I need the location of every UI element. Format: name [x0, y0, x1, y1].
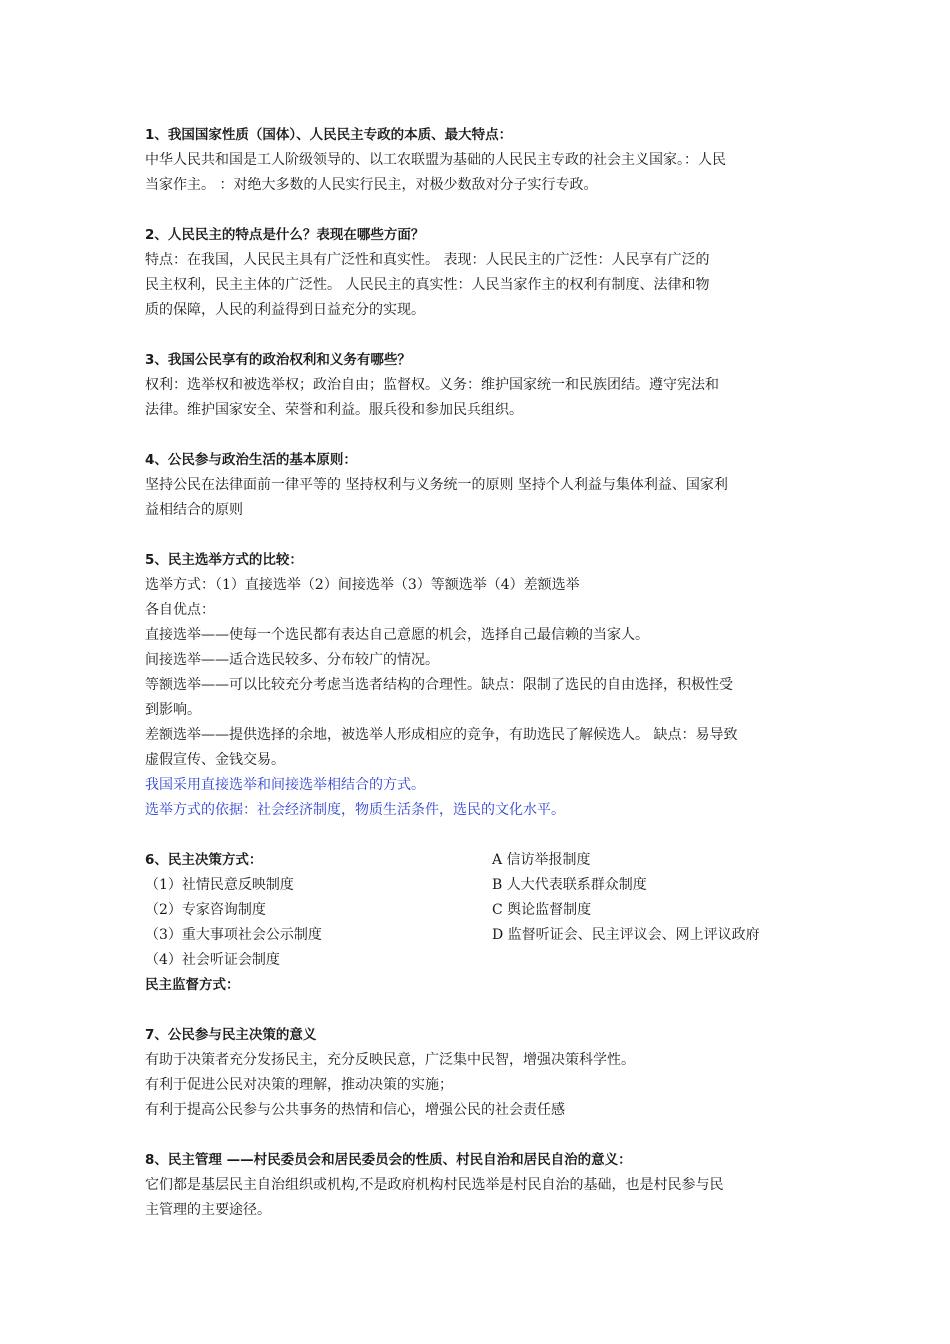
section-1-title: 1、我国国家性质（国体）、人民民主专政的本质、最大特点： — [145, 127, 513, 143]
spacer — [145, 998, 815, 1023]
section-3-title: 3、我国公民享有的政治权利和义务有哪些？ — [145, 352, 411, 368]
section-2-title: 2、人民民主的特点是什么？表现在哪些方面？ — [145, 227, 425, 243]
section-2-line: 质的保障，人民的利益得到日益充分的实现。 — [145, 302, 425, 318]
section-1-line: 当家作主。 ：对绝大多数的人民实行民主，对极少数敌对分子实行专政。 — [145, 177, 598, 193]
section-6-right-item: B 人大代表联系群众制度 — [492, 877, 647, 893]
section-7-line: 有助于决策者充分发扬民主，充分反映民意，广泛集中民智，增强决策科学性。 — [145, 1052, 635, 1068]
supervision-title: 民主监督方式： — [145, 977, 240, 993]
spacer — [145, 1123, 815, 1148]
section-7-line: 有利于促进公民对决策的理解，推动决策的实施； — [145, 1077, 453, 1093]
spacer — [145, 523, 815, 548]
spacer — [145, 323, 815, 348]
section-2-line: 特点：在我国，人民民主具有广泛性和真实性。 表现：人民民主的广泛性：人民享有广泛的 — [145, 252, 710, 268]
section-5-line: 间接选举——适合选民较多、分布较广的情况。 — [145, 652, 439, 668]
section-5-line: 虚假宣传、金钱交易。 — [145, 752, 285, 768]
section-8-line: 它们都是基层民主自治组织或机构,不是政府机构村民选举是村民自治的基础，也是村民参与民 — [145, 1177, 724, 1193]
section-6-left-item: （3）重大事项社会公示制度 — [145, 927, 322, 943]
section-5-line: 直接选举——使每一个选民都有表达自己意愿的机会，选择自己最信赖的当家人。 — [145, 627, 649, 643]
section-6-left-item: （2）专家咨询制度 — [145, 902, 266, 918]
section-6-right-item: C 舆论监督制度 — [492, 902, 592, 918]
spacer — [145, 423, 815, 448]
section-6-left-item: （1）社情民意反映制度 — [145, 877, 294, 893]
section-2-line: 民主权利，民主主体的广泛性。 人民民主的真实性：人民当家作主的权利有制度、法律和物 — [145, 277, 710, 293]
section-5-line: 各自优点： — [145, 602, 215, 618]
section-3-line: 权利：选举权和被选举权；政治自由；监督权。义务：维护国家统一和民族团结。遵守宪法和 — [145, 377, 719, 393]
section-5-line: 差额选举——提供选择的余地，被选举人形成相应的竞争，有助选民了解候选人。 缺点：易导致 — [145, 727, 738, 743]
spacer — [145, 198, 815, 223]
section-1-line: 中华人民共和国是工人阶级领导的、以工农联盟为基础的人民民主专政的社会主义国家。：人民 — [145, 152, 726, 168]
section-6-left-item: （4）社会听证会制度 — [145, 952, 280, 968]
section-4-line: 坚持公民在法律面前一律平等的 坚持权利与义务统一的原则 坚持个人利益与集体利益、国家利 — [145, 477, 728, 493]
section-5-line: 到影响。 — [145, 702, 201, 718]
section-4-line: 益相结合的原则 — [145, 502, 243, 518]
document-content — [145, 123, 815, 1223]
section-5-title: 5、民主选举方式的比较： — [145, 552, 303, 568]
spacer — [145, 823, 815, 848]
section-6-title: 6、民主决策方式： — [145, 852, 263, 868]
section-7-line: 有利于提高公民参与公共事务的热情和信心，增强公民的社会责任感 — [145, 1102, 565, 1118]
section-4-title: 4、公民参与政治生活的基本原则： — [145, 452, 357, 468]
section-6-columns — [145, 848, 815, 998]
section-6-right-column — [492, 848, 760, 948]
section-5-line: 选举方式：（1）直接选举（2）间接选举（3）等额选举（4）差额选举 — [145, 577, 580, 593]
section-5-line: 等额选举——可以比较充分考虑当选者结构的合理性。缺点：限制了选民的自由选择，积极性受 — [145, 677, 733, 693]
section-8-title: 8、民主管理 ——村民委员会和居民委员会的性质、村民自治和居民自治的意义： — [145, 1152, 632, 1168]
section-8-line: 主管理的主要途径。 — [145, 1202, 271, 1218]
section-3-line: 法律。维护国家安全、荣誉和利益。服兵役和参加民兵组织。 — [145, 402, 523, 418]
section-5-highlight-line: 我国采用直接选举和间接选举相结合的方式。 — [145, 777, 425, 793]
section-5-highlight-line: 选举方式的依据：社会经济制度，物质生活条件，选民的文化水平。 — [145, 802, 565, 818]
section-6-right-item: D 监督听证会、民主评议会、网上评议政府 — [492, 927, 760, 943]
section-7-title: 7、公民参与民主决策的意义 — [145, 1027, 317, 1043]
section-6-right-item: A 信访举报制度 — [492, 852, 591, 868]
